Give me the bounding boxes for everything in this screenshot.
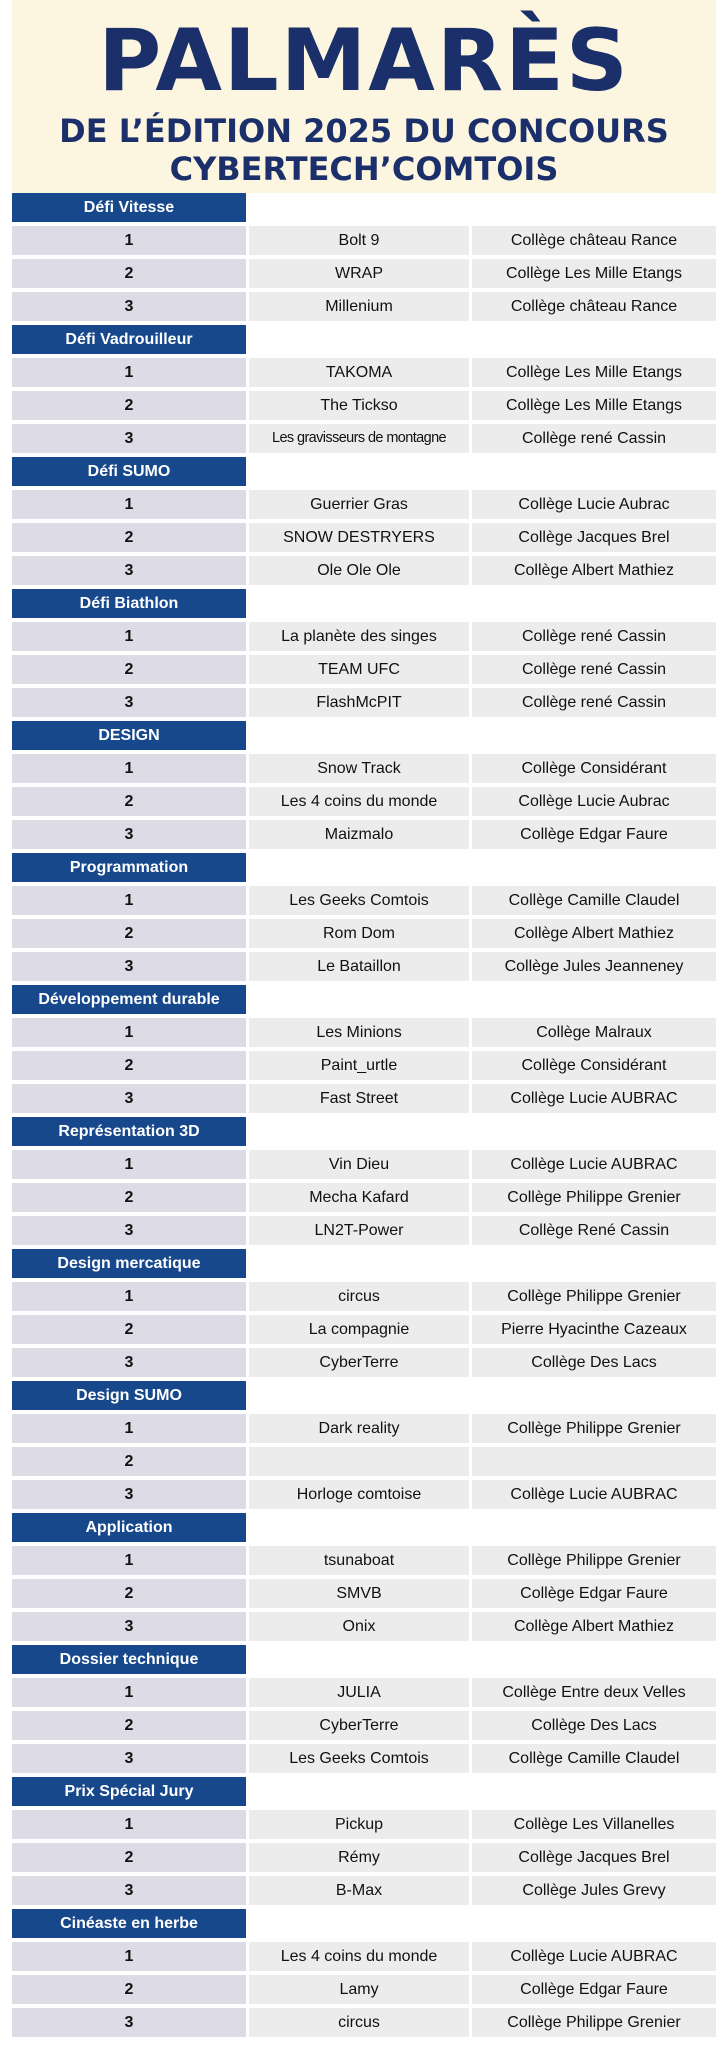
table-row xyxy=(12,1711,716,1740)
category-label: Défi SUMO xyxy=(12,457,246,486)
school-cell: Collège Philippe Grenier xyxy=(472,1183,716,1212)
school-cell: Collège Les Mille Etangs xyxy=(472,358,716,387)
team-cell: Les Geeks Comtois xyxy=(249,1744,469,1773)
table-row xyxy=(12,1612,716,1641)
team-cell: Bolt 9 xyxy=(249,226,469,255)
category-header xyxy=(12,1117,716,1146)
category-header xyxy=(12,1909,716,1938)
category-label: DESIGN xyxy=(12,721,246,750)
header-banner xyxy=(12,0,716,193)
school-cell: Collège Albert Mathiez xyxy=(472,1612,716,1641)
team-cell: SNOW DESTRYERS xyxy=(249,523,469,552)
table-row xyxy=(12,1348,716,1377)
rank-cell: 2 xyxy=(12,1843,246,1872)
school-cell: Collège Entre deux Velles xyxy=(472,1678,716,1707)
school-cell: Collège Philippe Grenier xyxy=(472,1282,716,1311)
category-label: Dossier technique xyxy=(12,1645,246,1674)
category-header xyxy=(12,193,716,222)
category-label: Application xyxy=(12,1513,246,1542)
team-cell: Lamy xyxy=(249,1975,469,2004)
category-header xyxy=(12,853,716,882)
category-header xyxy=(12,1777,716,1806)
table-row xyxy=(12,1282,716,1311)
school-cell: Collège rené Cassin xyxy=(472,424,716,453)
team-cell: SMVB xyxy=(249,1579,469,1608)
category-header xyxy=(12,721,716,750)
table-row xyxy=(12,754,716,783)
table-row xyxy=(12,1183,716,1212)
team-cell: CyberTerre xyxy=(249,1711,469,1740)
school-cell: Collège Albert Mathiez xyxy=(472,919,716,948)
team-cell: WRAP xyxy=(249,259,469,288)
rank-cell: 1 xyxy=(12,1678,246,1707)
rank-cell: 2 xyxy=(12,1051,246,1080)
category-header xyxy=(12,589,716,618)
team-cell: circus xyxy=(249,1282,469,1311)
rank-cell: 1 xyxy=(12,1282,246,1311)
team-cell: Paint_urtle xyxy=(249,1051,469,1080)
team-cell: JULIA xyxy=(249,1678,469,1707)
team-cell: Pickup xyxy=(249,1810,469,1839)
page-subtitle-line2: CYBERTECH’COMTOIS xyxy=(169,150,559,188)
rank-cell: 2 xyxy=(12,655,246,684)
team-cell: Le Bataillon xyxy=(249,952,469,981)
team-cell: Les Geeks Comtois xyxy=(249,886,469,915)
rank-cell: 1 xyxy=(12,1018,246,1047)
table-row xyxy=(12,787,716,816)
table-row xyxy=(12,556,716,585)
table-row xyxy=(12,688,716,717)
school-cell: Collège Les Villanelles xyxy=(472,1810,716,1839)
school-cell: Collège Philippe Grenier xyxy=(472,1414,716,1443)
rank-cell: 2 xyxy=(12,919,246,948)
table-row xyxy=(12,523,716,552)
team-cell: The Tickso xyxy=(249,391,469,420)
category-label: Défi Vitesse xyxy=(12,193,246,222)
school-cell: Collège Philippe Grenier xyxy=(472,1546,716,1575)
table-row xyxy=(12,1051,716,1080)
table-row xyxy=(12,1447,716,1476)
school-cell: Collège Edgar Faure xyxy=(472,1579,716,1608)
category-header xyxy=(12,457,716,486)
team-cell: Millenium xyxy=(249,292,469,321)
table-row xyxy=(12,1843,716,1872)
category-label: Design SUMO xyxy=(12,1381,246,1410)
table-row xyxy=(12,259,716,288)
team-cell: LN2T-Power xyxy=(249,1216,469,1245)
rank-cell: 2 xyxy=(12,523,246,552)
school-cell: Collège Lucie AUBRAC xyxy=(472,1084,716,1113)
school-cell: Collège Philippe Grenier xyxy=(472,2008,716,2037)
school-cell: Collège rené Cassin xyxy=(472,655,716,684)
table-row xyxy=(12,622,716,651)
team-cell: Ole Ole Ole xyxy=(249,556,469,585)
school-cell: Collège Jules Jeanneney xyxy=(472,952,716,981)
team-cell: Les 4 coins du monde xyxy=(249,1942,469,1971)
category-label: Représentation 3D xyxy=(12,1117,246,1146)
category-label: Prix Spécial Jury xyxy=(12,1777,246,1806)
team-cell: Onix xyxy=(249,1612,469,1641)
category-label: Cinéaste en herbe xyxy=(12,1909,246,1938)
category-label: Défi Biathlon xyxy=(12,589,246,618)
table-row xyxy=(12,490,716,519)
school-cell: Collège château Rance xyxy=(472,292,716,321)
team-cell: Rom Dom xyxy=(249,919,469,948)
team-cell: Snow Track xyxy=(249,754,469,783)
table-row xyxy=(12,1810,716,1839)
rank-cell: 2 xyxy=(12,1447,246,1476)
rank-cell: 3 xyxy=(12,1744,246,1773)
table-row xyxy=(12,886,716,915)
team-cell: Dark reality xyxy=(249,1414,469,1443)
table-row xyxy=(12,226,716,255)
school-cell: Collège Lucie Aubrac xyxy=(472,490,716,519)
rank-cell: 3 xyxy=(12,1348,246,1377)
team-cell: TEAM UFC xyxy=(249,655,469,684)
rank-cell: 1 xyxy=(12,1414,246,1443)
rank-cell: 2 xyxy=(12,391,246,420)
rank-cell: 3 xyxy=(12,1612,246,1641)
table-row xyxy=(12,2008,716,2037)
page-title: PALMARÈS xyxy=(98,11,630,111)
school-cell: Collège Lucie AUBRAC xyxy=(472,1150,716,1179)
table-row xyxy=(12,655,716,684)
team-cell: La compagnie xyxy=(249,1315,469,1344)
school-cell: Collège Jacques Brel xyxy=(472,523,716,552)
school-cell: Collège René Cassin xyxy=(472,1216,716,1245)
team-cell: Fast Street xyxy=(249,1084,469,1113)
team-cell: Horloge comtoise xyxy=(249,1480,469,1509)
rank-cell: 2 xyxy=(12,259,246,288)
category-label: Défi Vadrouilleur xyxy=(12,325,246,354)
rank-cell: 1 xyxy=(12,1810,246,1839)
category-header xyxy=(12,1513,716,1542)
team-cell: La planète des singes xyxy=(249,622,469,651)
school-cell: Collège Lucie Aubrac xyxy=(472,787,716,816)
rank-cell: 1 xyxy=(12,622,246,651)
school-cell: Collège Edgar Faure xyxy=(472,820,716,849)
rank-cell: 1 xyxy=(12,490,246,519)
rank-cell: 2 xyxy=(12,1975,246,2004)
table-row xyxy=(12,1678,716,1707)
team-cell: Les gravisseurs de montagne xyxy=(249,424,469,453)
category-header xyxy=(12,1645,716,1674)
table-row xyxy=(12,1315,716,1344)
rank-cell: 1 xyxy=(12,886,246,915)
school-cell: Collège Lucie AUBRAC xyxy=(472,1480,716,1509)
rank-cell: 1 xyxy=(12,1546,246,1575)
rank-cell: 2 xyxy=(12,1315,246,1344)
rank-cell: 3 xyxy=(12,1480,246,1509)
school-cell: Collège Edgar Faure xyxy=(472,1975,716,2004)
school-cell: Collège château Rance xyxy=(472,226,716,255)
team-cell: FlashMcPIT xyxy=(249,688,469,717)
rank-cell: 1 xyxy=(12,1150,246,1179)
school-cell: Collège Des Lacs xyxy=(472,1711,716,1740)
team-cell: Guerrier Gras xyxy=(249,490,469,519)
table-row xyxy=(12,820,716,849)
team-cell: tsunaboat xyxy=(249,1546,469,1575)
team-cell: B-Max xyxy=(249,1876,469,1905)
team-cell: TAKOMA xyxy=(249,358,469,387)
team-cell: Les Minions xyxy=(249,1018,469,1047)
team-cell: Vin Dieu xyxy=(249,1150,469,1179)
table-row xyxy=(12,1942,716,1971)
table-row xyxy=(12,424,716,453)
school-cell: Collège Les Mille Etangs xyxy=(472,259,716,288)
rank-cell: 1 xyxy=(12,226,246,255)
rank-cell: 2 xyxy=(12,1579,246,1608)
team-cell: Les 4 coins du monde xyxy=(249,787,469,816)
rank-cell: 2 xyxy=(12,1183,246,1212)
table-row xyxy=(12,1876,716,1905)
school-cell: Collège rené Cassin xyxy=(472,622,716,651)
school-cell: Collège Jacques Brel xyxy=(472,1843,716,1872)
results-table xyxy=(12,193,716,2041)
category-header xyxy=(12,1249,716,1278)
rank-cell: 3 xyxy=(12,820,246,849)
rank-cell: 3 xyxy=(12,1216,246,1245)
rank-cell: 3 xyxy=(12,556,246,585)
school-cell: Collège Considérant xyxy=(472,754,716,783)
school-cell: Collège Jules Grevy xyxy=(472,1876,716,1905)
school-cell: Collège Les Mille Etangs xyxy=(472,391,716,420)
category-header xyxy=(12,325,716,354)
table-row xyxy=(12,292,716,321)
table-row xyxy=(12,1744,716,1773)
school-cell: Pierre Hyacinthe Cazeaux xyxy=(472,1315,716,1344)
table-row xyxy=(12,1216,716,1245)
school-cell xyxy=(472,1447,716,1476)
category-label: Design mercatique xyxy=(12,1249,246,1278)
school-cell: Collège Lucie AUBRAC xyxy=(472,1942,716,1971)
rank-cell: 2 xyxy=(12,787,246,816)
rank-cell: 3 xyxy=(12,688,246,717)
table-row xyxy=(12,1084,716,1113)
team-cell: circus xyxy=(249,2008,469,2037)
team-cell: Rémy xyxy=(249,1843,469,1872)
rank-cell: 3 xyxy=(12,2008,246,2037)
team-cell: Maizmalo xyxy=(249,820,469,849)
table-row xyxy=(12,1150,716,1179)
school-cell: Collège Malraux xyxy=(472,1018,716,1047)
table-row xyxy=(12,358,716,387)
school-cell: Collège Camille Claudel xyxy=(472,1744,716,1773)
table-row xyxy=(12,1414,716,1443)
category-header xyxy=(12,985,716,1014)
school-cell: Collège rené Cassin xyxy=(472,688,716,717)
rank-cell: 1 xyxy=(12,754,246,783)
rank-cell: 3 xyxy=(12,424,246,453)
rank-cell: 3 xyxy=(12,1084,246,1113)
table-row xyxy=(12,1975,716,2004)
rank-cell: 3 xyxy=(12,952,246,981)
rank-cell: 2 xyxy=(12,1711,246,1740)
table-row xyxy=(12,952,716,981)
rank-cell: 1 xyxy=(12,358,246,387)
table-row xyxy=(12,1018,716,1047)
school-cell: Collège Des Lacs xyxy=(472,1348,716,1377)
team-cell xyxy=(249,1447,469,1476)
category-header xyxy=(12,1381,716,1410)
category-label: Développement durable xyxy=(12,985,246,1014)
table-row xyxy=(12,1546,716,1575)
table-row xyxy=(12,919,716,948)
table-row xyxy=(12,391,716,420)
page-subtitle-line1: DE L’ÉDITION 2025 DU CONCOURS xyxy=(59,112,669,150)
school-cell: Collège Albert Mathiez xyxy=(472,556,716,585)
rank-cell: 1 xyxy=(12,1942,246,1971)
rank-cell: 3 xyxy=(12,292,246,321)
table-row xyxy=(12,1579,716,1608)
school-cell: Collège Camille Claudel xyxy=(472,886,716,915)
team-cell: Mecha Kafard xyxy=(249,1183,469,1212)
table-row xyxy=(12,1480,716,1509)
school-cell: Collège Considérant xyxy=(472,1051,716,1080)
team-cell: CyberTerre xyxy=(249,1348,469,1377)
rank-cell: 3 xyxy=(12,1876,246,1905)
category-label: Programmation xyxy=(12,853,246,882)
